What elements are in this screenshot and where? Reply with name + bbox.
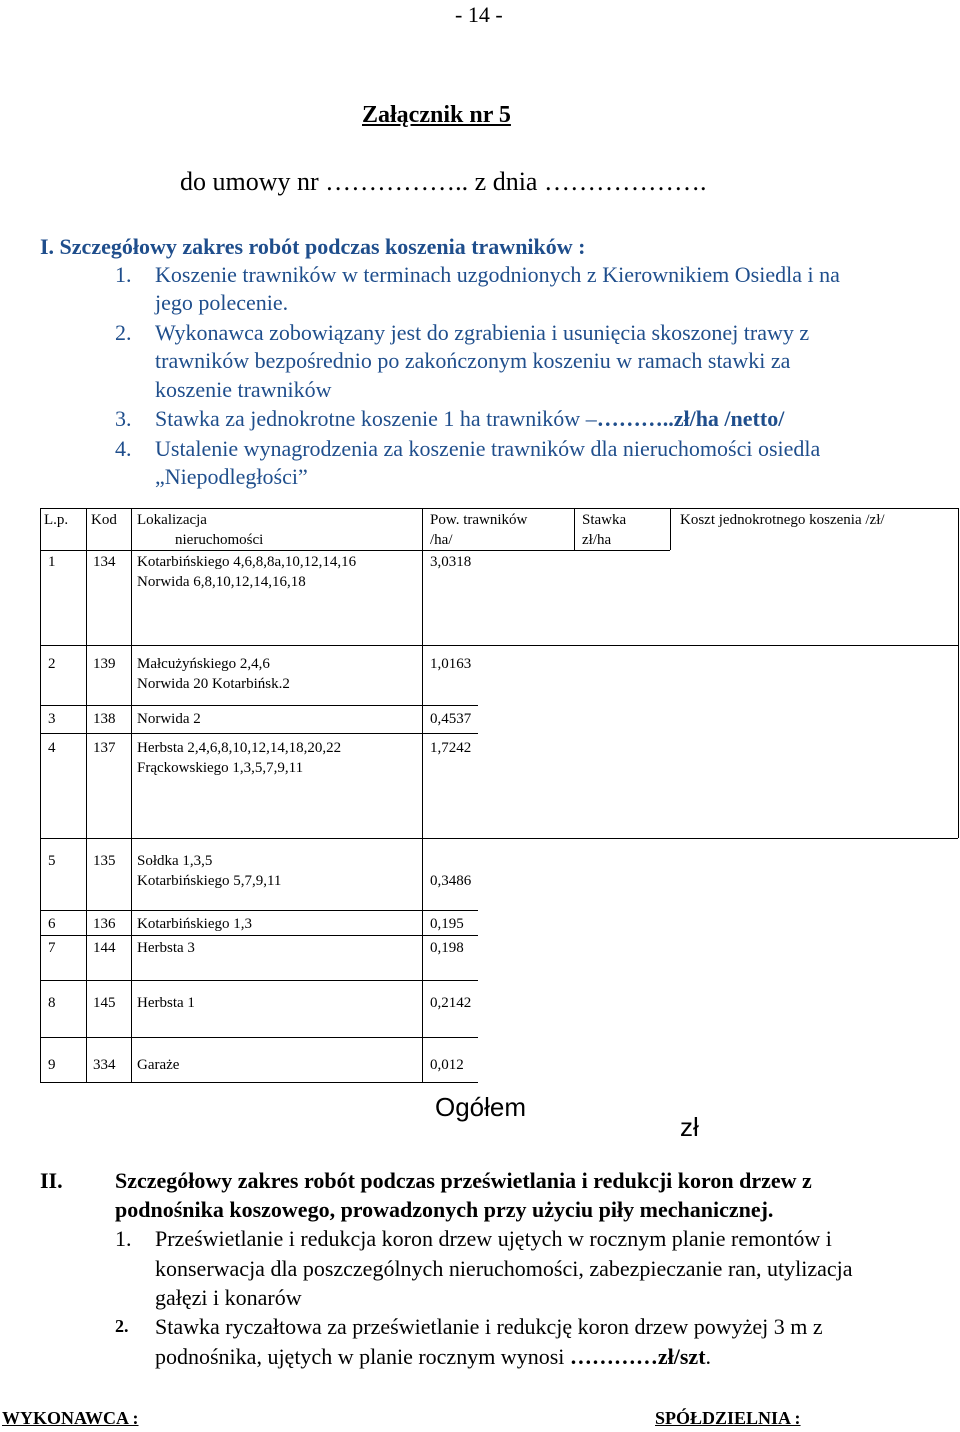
- table-cell-kod: 136: [93, 916, 116, 932]
- header-stawka: zł/ha: [582, 532, 612, 548]
- table-cell-lp: 2: [48, 656, 56, 672]
- table-cell-lp: 6: [48, 916, 56, 932]
- table-cell-lp: 7: [48, 940, 56, 956]
- table-cell-powierzchnia: 0,2142: [430, 995, 472, 1011]
- table-cell-lokalizacja: Garaże: [137, 1057, 180, 1073]
- section2-item-text: gałęzi i konarów: [155, 1285, 302, 1310]
- section1-item-text: Ustalenie wynagrodzenia za koszenie trawników dla nieruchomości osiedla: [155, 436, 821, 461]
- table-cell-kod: 135: [93, 853, 116, 869]
- section2-item-text-main: podnośnika, ujętych w planie rocznym wynosi: [155, 1344, 570, 1369]
- rate-text: Stawka za jednokrotne koszenie 1 ha trawników –: [155, 406, 597, 431]
- table-cell-powierzchnia: 0,4537: [430, 711, 472, 727]
- section2-number: II.: [40, 1168, 63, 1193]
- section2-item-text-end: .: [705, 1344, 712, 1369]
- contract-line: do umowy nr …………….. z dnia ……………….: [180, 167, 707, 196]
- section1-item-number: 2.: [115, 320, 132, 345]
- header-lokalizacja: nieruchomości: [175, 532, 264, 548]
- table-cell-lokalizacja: Frąckowskiego 1,3,5,7,9,11: [137, 760, 304, 776]
- total-unit: zł: [680, 1112, 699, 1142]
- signature-contractor: WYKONAWCA :: [2, 1408, 139, 1428]
- section2-rate-blank: …………zł/szt: [569, 1344, 706, 1369]
- section2-item-text: [155, 1344, 711, 1370]
- table-cell-powierzchnia: 0,198: [430, 940, 464, 956]
- table-cell-lokalizacja: Herbsta 1: [137, 995, 195, 1011]
- annex-title: Załącznik nr 5: [362, 102, 511, 128]
- table-cell-kod: 137: [93, 740, 116, 756]
- table-cell-kod: 134: [93, 554, 116, 570]
- section1-item-number: 3.: [115, 406, 132, 431]
- section1-heading: I. Szczegółowy zakres robót podczas koszenia trawników :: [40, 234, 586, 259]
- table-cell-lp: 3: [48, 711, 56, 727]
- header-powierzchnia: /ha/: [430, 532, 453, 548]
- table-cell-kod: 334: [93, 1057, 116, 1073]
- table-cell-lokalizacja: Herbsta 3: [137, 940, 195, 956]
- table-cell-kod: 144: [93, 940, 116, 956]
- section2-item-text: Prześwietlanie i redukcja koron drzew ujętych w rocznym planie remontów i: [155, 1226, 832, 1251]
- table-cell-kod: 138: [93, 711, 116, 727]
- signature-cooperative: SPÓŁDZIELNIA :: [655, 1408, 801, 1428]
- table-cell-lokalizacja: Norwida 20 Kotarbińsk.2: [137, 676, 290, 692]
- header-kod: Kod: [91, 512, 117, 528]
- table-cell-lokalizacja: Kotarbińskiego 4,6,8,8a,10,12,14,16: [137, 554, 357, 570]
- table-cell-lokalizacja: Kotarbińskiego 5,7,9,11: [137, 873, 282, 889]
- page-number: - 14 -: [455, 2, 503, 27]
- total-label: Ogółem: [435, 1092, 527, 1122]
- section1-item-text: jego polecenie.: [155, 290, 289, 315]
- header-powierzchnia: Pow. trawników: [430, 512, 528, 528]
- section2-heading: podnośnika koszowego, prowadzonych przy użyciu piły mechanicznej.: [115, 1197, 774, 1222]
- table-cell-powierzchnia: 0,3486: [430, 873, 472, 889]
- table-cell-kod: 145: [93, 995, 116, 1011]
- table-cell-lokalizacja: Herbsta 2,4,6,8,10,12,14,18,20,22: [137, 740, 342, 756]
- table-cell-kod: 139: [93, 656, 116, 672]
- section2-item-number: 2.: [115, 1316, 129, 1336]
- section2-item-text: konserwacja dla poszczególnych nieruchomości, zabezpieczanie ran, utylizacja: [155, 1256, 853, 1281]
- table-cell-lp: 8: [48, 995, 56, 1011]
- section1-item-text: Koszenie trawników w terminach uzgodnionych z Kierownikiem Osiedla i na: [155, 262, 840, 287]
- header-stawka: Stawka: [582, 512, 627, 528]
- table-cell-lokalizacja: Norwida 6,8,10,12,14,16,18: [137, 574, 306, 590]
- header-koszt: Koszt jednokrotnego koszenia /zł/: [680, 512, 885, 528]
- section2-item-text: Stawka ryczałtowa za prześwietlanie i redukcję koron drzew powyżej 3 m z: [155, 1314, 823, 1339]
- table-cell-lokalizacja: Norwida 2: [137, 711, 201, 727]
- table-cell-lp: 4: [48, 740, 56, 756]
- table-cell-lokalizacja: Małcużyńskiego 2,4,6: [137, 656, 270, 672]
- header-lokalizacja: Lokalizacja: [137, 512, 207, 528]
- table-cell-lokalizacja: Sołdka 1,3,5: [137, 853, 213, 869]
- rate-blank: ………..zł/ha /netto/: [596, 406, 785, 431]
- table-cell-lokalizacja: Kotarbińskiego 1,3: [137, 916, 252, 932]
- section1-item-number: 4.: [115, 436, 132, 461]
- section1-item-text: „Niepodległości”: [155, 464, 308, 489]
- header-lp: L.p.: [44, 512, 69, 528]
- table-cell-powierzchnia: 1,0163: [430, 656, 472, 672]
- table-cell-powierzchnia: 0,195: [430, 916, 464, 932]
- section1-item-text: koszenie trawników: [155, 377, 332, 402]
- section1-item-text: [155, 406, 784, 432]
- table-cell-lp: 1: [48, 554, 56, 570]
- table-cell-lp: 9: [48, 1057, 56, 1073]
- section1-item-number: 1.: [115, 262, 132, 287]
- section2-item-number: 1.: [115, 1226, 132, 1251]
- section2-heading: Szczegółowy zakres robót podczas prześwietlania i redukcji koron drzew z: [115, 1168, 812, 1193]
- table-cell-powierzchnia: 1,7242: [430, 740, 472, 756]
- table-cell-lp: 5: [48, 853, 56, 869]
- section1-item-text: Wykonawca zobowiązany jest do zgrabienia i usunięcia skoszonej trawy z: [155, 320, 810, 345]
- table-cell-powierzchnia: 3,0318: [430, 554, 472, 570]
- section1-item-text: trawników bezpośrednio po zakończonym koszeniu w ramach stawki za: [155, 348, 791, 373]
- table-cell-powierzchnia: 0,012: [430, 1057, 464, 1073]
